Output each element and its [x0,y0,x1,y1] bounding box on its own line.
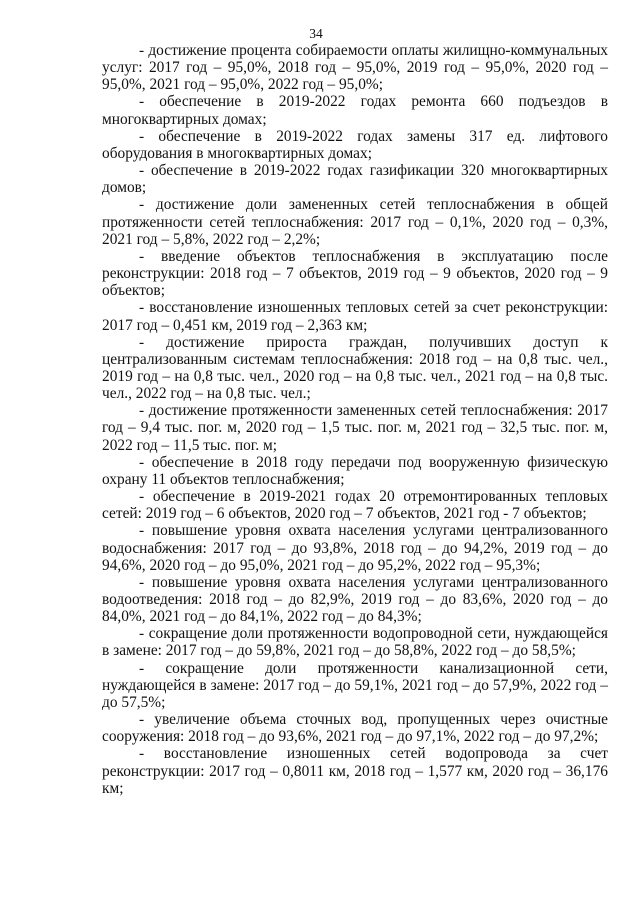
paragraph: - увеличение объема сточных вод, пропущенных через очистные сооружения: 2018 год – до 93,6%, 2021 год – до 97,1%, 2022 год – до 97,2%; [102,711,608,746]
paragraph: - обеспечение в 2019-2022 годах замены 317 ед. лифтового оборудования в многоквартирных домах; [102,127,608,162]
paragraph: - достижение протяженности замененных сетей теплоснабжения: 2017 год – 9,4 тыс. пог. м, 2020 год – 1,5 тыс. пог. м, 2021 год – 32,5 тыс. пог. м, 2022 год – 11,5 тыс. пог. м; [102,402,608,454]
paragraph: - обеспечение в 2018 году передачи под вооруженную физическую охрану 11 объектов теплоснабжения; [102,453,608,488]
document-body [102,42,608,797]
paragraph: - сокращение доли протяженности канализационной сети, нуждающейся в замене: 2017 год – до 59,1%, 2021 год – до 57,9%, 2022 год – до 57,5%; [102,659,608,711]
paragraph: - обеспечение в 2019-2021 годах 20 отремонтированных тепловых сетей: 2019 год – 6 объектов, 2020 год – 7 объектов, 2021 год - 7 объектов; [102,488,608,523]
paragraph: - обеспечение в 2019-2022 годах ремонта 660 подъездов в многоквартирных домах; [102,93,608,128]
paragraph: - обеспечение в 2019-2022 годах газификации 320 многоквартирных домов; [102,162,608,197]
paragraph: - достижение доли замененных сетей теплоснабжения в общей протяженности сетей теплоснабжения: 2017 год – 0,1%, 2020 год – 0,3%, 2021 год – 5,8%, 2022 год – 2,2%; [102,196,608,248]
paragraph: - повышение уровня охвата населения услугами централизованного водоснабжения: 2017 год – до 93,8%, 2018 год – до 94,2%, 2019 год – до 94,6%, 2020 год – до 95,0%, 2021 год – до 95,2%, 2022 год – 95,3%; [102,522,608,574]
page-number: 34 [309,26,323,41]
paragraph: - повышение уровня охвата населения услугами централизованного водоотведения: 2018 год – до 82,9%, 2019 год – до 83,6%, 2020 год – до 84,0%, 2021 год – до 84,1%, 2022 год – до 84,3%; [102,573,608,626]
paragraph: - достижение прироста граждан, получивших доступ к централизованным системам теплоснабжения: 2018 год – на 0,8 тыс. чел., 2019 год – на 0,8 тыс. чел., 2020 год – на 0,8 тыс. чел., 2021 год – на 0,8 тыс. чел., 2022 год – на 0,8 тыс. чел.; [102,333,608,403]
paragraph: - восстановление изношенных сетей водопровода за счет реконструкции: 2017 год – 0,8011 км, 2018 год – 1,577 км, 2020 год – 36,176 км; [102,745,608,797]
paragraph: - достижение процента собираемости оплаты жилищно-коммунальных услуг: 2017 год – 95,0%, 2018 год – 95,0%, 2019 год – 95,0%, 2020 год – 95,0%, 2021 год – 95,0%, 2022 год – 95,0%; [102,42,608,94]
paragraph: - введение объектов теплоснабжения в эксплуатацию после реконструкции: 2018 год – 7 объектов, 2019 год – 9 объектов, 2020 год – 9 объектов; [102,247,608,300]
paragraph: - сокращение доли протяженности водопроводной сети, нуждающейся в замене: 2017 год – до 59,8%, 2021 год – до 58,8%, 2022 год – до 58,5%; [102,625,608,660]
paragraph: - восстановление изношенных тепловых сетей за счет реконструкции: 2017 год – 0,451 км, 2019 год – 2,363 км; [102,299,608,334]
